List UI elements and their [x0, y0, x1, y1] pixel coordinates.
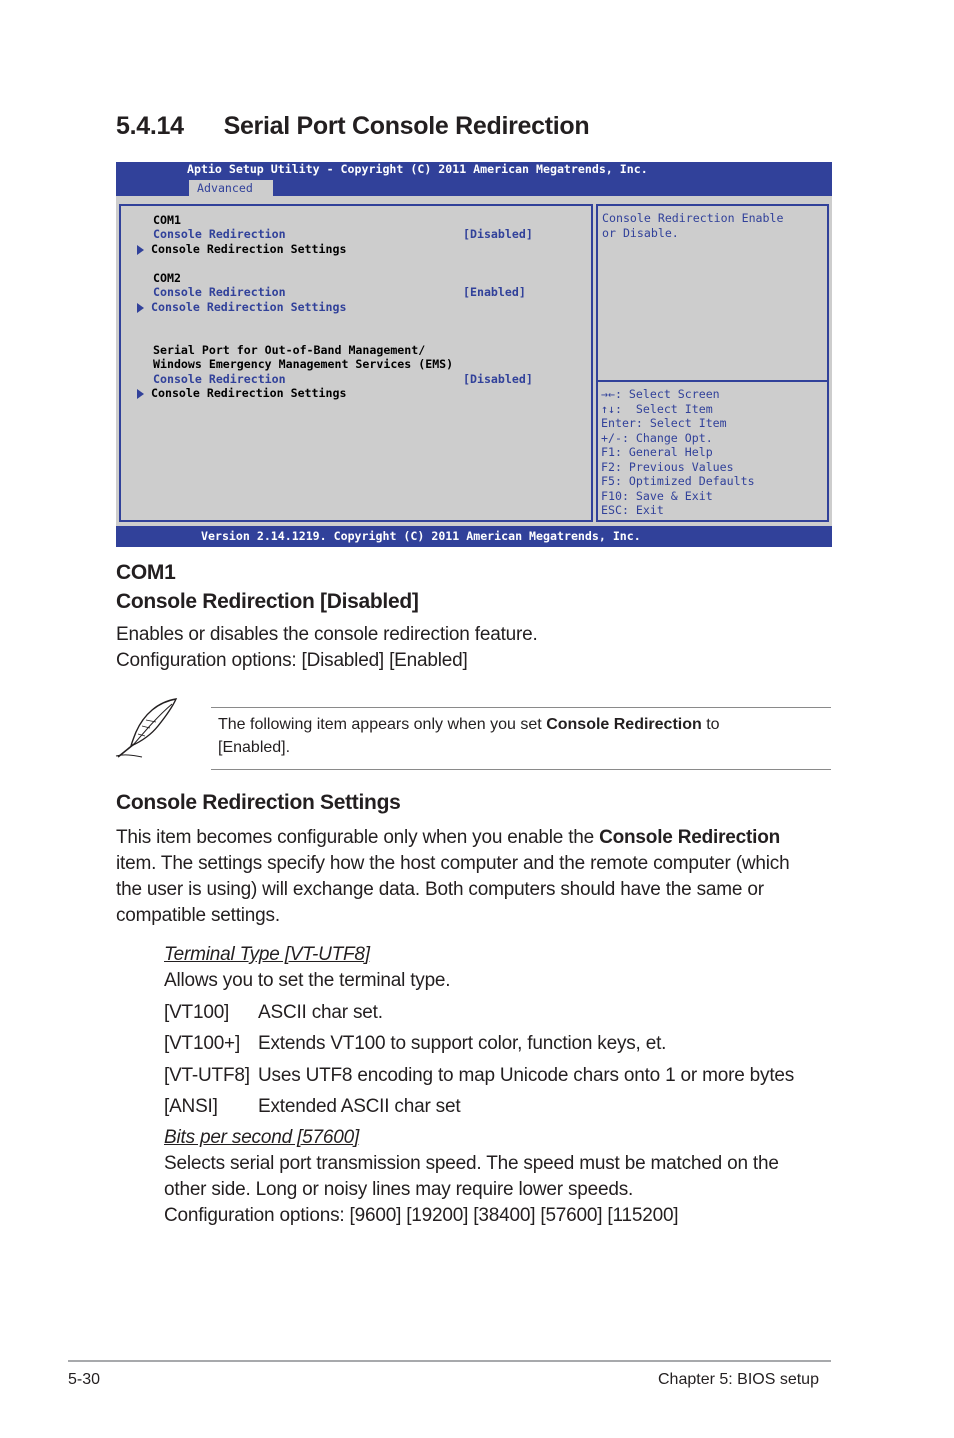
key-hint: F1: General Help — [601, 445, 713, 459]
note-rule-bottom — [211, 769, 831, 770]
bps-title: Bits per second [57600] — [164, 1127, 360, 1148]
chapter-label: Chapter 5: BIOS setup — [658, 1371, 819, 1388]
key-hint: →←: Select Screen — [601, 387, 720, 401]
option-text: Uses UTF8 encoding to map Unicode chars onto 1 or more bytes — [258, 1065, 795, 1086]
com2-heading: COM2 — [153, 271, 181, 285]
option-text: ASCII char set. — [258, 1002, 383, 1023]
com2-console-redirection-value[interactable]: [Enabled] — [463, 285, 526, 299]
help-text-line1: Console Redirection Enable — [602, 211, 784, 225]
option-key: [ANSI] — [164, 1096, 218, 1117]
bps-line3: Configuration options: [9600] [19200] [38400] [57600] [115200] — [164, 1205, 679, 1226]
footer-rule — [68, 1360, 831, 1362]
com1-options: Configuration options: [Disabled] [Enabled] — [116, 650, 468, 671]
settings-para-line3: the user is using) will exchange data. Both computers should have the same or — [116, 879, 764, 900]
help-text-line2: or Disable. — [602, 226, 679, 240]
terminal-type-desc: Allows you to set the terminal type. — [164, 970, 451, 991]
settings-bold-text: Console Redirection — [599, 827, 781, 848]
page-number: 5-30 — [68, 1371, 101, 1388]
com1-heading: COM1 — [153, 213, 181, 227]
settings-para-line4: compatible settings. — [116, 905, 280, 926]
com1-console-redirection[interactable]: Console Redirection — [153, 227, 286, 241]
submenu-arrow-icon — [137, 245, 144, 255]
key-hint: Enter: Select Item — [601, 416, 727, 430]
terminal-type-title: Terminal Type [VT-UTF8] — [164, 944, 370, 965]
note-text: to — [701, 716, 720, 733]
note-rule-top — [211, 707, 831, 708]
tab-advanced-label: Advanced — [197, 181, 253, 195]
key-hint: +/-: Change Opt. — [601, 431, 713, 445]
section-title: 5.4.14 Serial Port Console Redirection — [116, 112, 590, 140]
ems-heading-line1: Serial Port for Out-of-Band Management/ — [153, 343, 426, 357]
note-line1 — [218, 716, 720, 734]
ems-console-redirection-value[interactable]: [Disabled] — [463, 372, 533, 386]
com2-console-redirection-settings[interactable]: Console Redirection Settings — [151, 300, 347, 314]
com1-desc: Enables or disables the console redirection feature. — [116, 624, 538, 645]
ems-heading-line2: Windows Emergency Management Services (EMS) — [153, 357, 454, 371]
bios-screen — [116, 162, 832, 547]
settings-para-line1 — [116, 827, 780, 849]
com1-console-redirection-settings[interactable]: Console Redirection Settings — [151, 242, 347, 256]
note-line2: [Enabled]. — [218, 739, 291, 756]
com2-console-redirection[interactable]: Console Redirection — [153, 285, 286, 299]
bps-line2: other side. Long or noisy lines may require lower speeds. — [164, 1179, 634, 1200]
bios-footer-text: Version 2.14.1219. Copyright (C) 2011 American Megatrends, Inc. — [201, 529, 641, 543]
bps-line1: Selects serial port transmission speed. The speed must be matched on the — [164, 1153, 779, 1174]
key-hint: F2: Previous Values — [601, 460, 734, 474]
com1-console-redirection-value[interactable]: [Disabled] — [463, 227, 533, 241]
submenu-arrow-icon — [137, 389, 144, 399]
key-hint: F10: Save & Exit — [601, 489, 713, 503]
feather-pen-icon — [114, 696, 180, 760]
key-hint: ↑↓: Select Item — [601, 402, 713, 416]
option-text: Extends VT100 to support color, function keys, et. — [258, 1033, 667, 1054]
note-bold-text: Console Redirection — [546, 716, 702, 733]
option-text: Extended ASCII char set — [258, 1096, 461, 1117]
key-hint: ESC: Exit — [601, 503, 664, 517]
bios-header — [116, 162, 832, 196]
com1-heading: COM1 — [116, 561, 176, 584]
settings-para-line2: item. The settings specify how the host computer and the remote computer (which — [116, 853, 790, 874]
ems-console-redirection-settings[interactable]: Console Redirection Settings — [151, 386, 347, 400]
ems-console-redirection[interactable]: Console Redirection — [153, 372, 286, 386]
bios-header-title: Aptio Setup Utility - Copyright (C) 2011 American Megatrends, Inc. — [187, 162, 648, 176]
settings-text: This item becomes configurable only when you enable the — [116, 827, 600, 848]
bios-footer — [116, 526, 832, 547]
com1-subheading: Console Redirection [Disabled] — [116, 590, 419, 613]
option-key: [VT100+] — [164, 1033, 241, 1054]
option-key: [VT-UTF8] — [164, 1065, 250, 1086]
settings-heading: Console Redirection Settings — [116, 791, 401, 814]
tab-advanced[interactable] — [189, 180, 273, 197]
key-hint: F5: Optimized Defaults — [601, 474, 755, 488]
option-key: [VT100] — [164, 1002, 230, 1023]
submenu-arrow-icon — [137, 303, 144, 313]
note-text: The following item appears only when you set — [218, 716, 547, 733]
